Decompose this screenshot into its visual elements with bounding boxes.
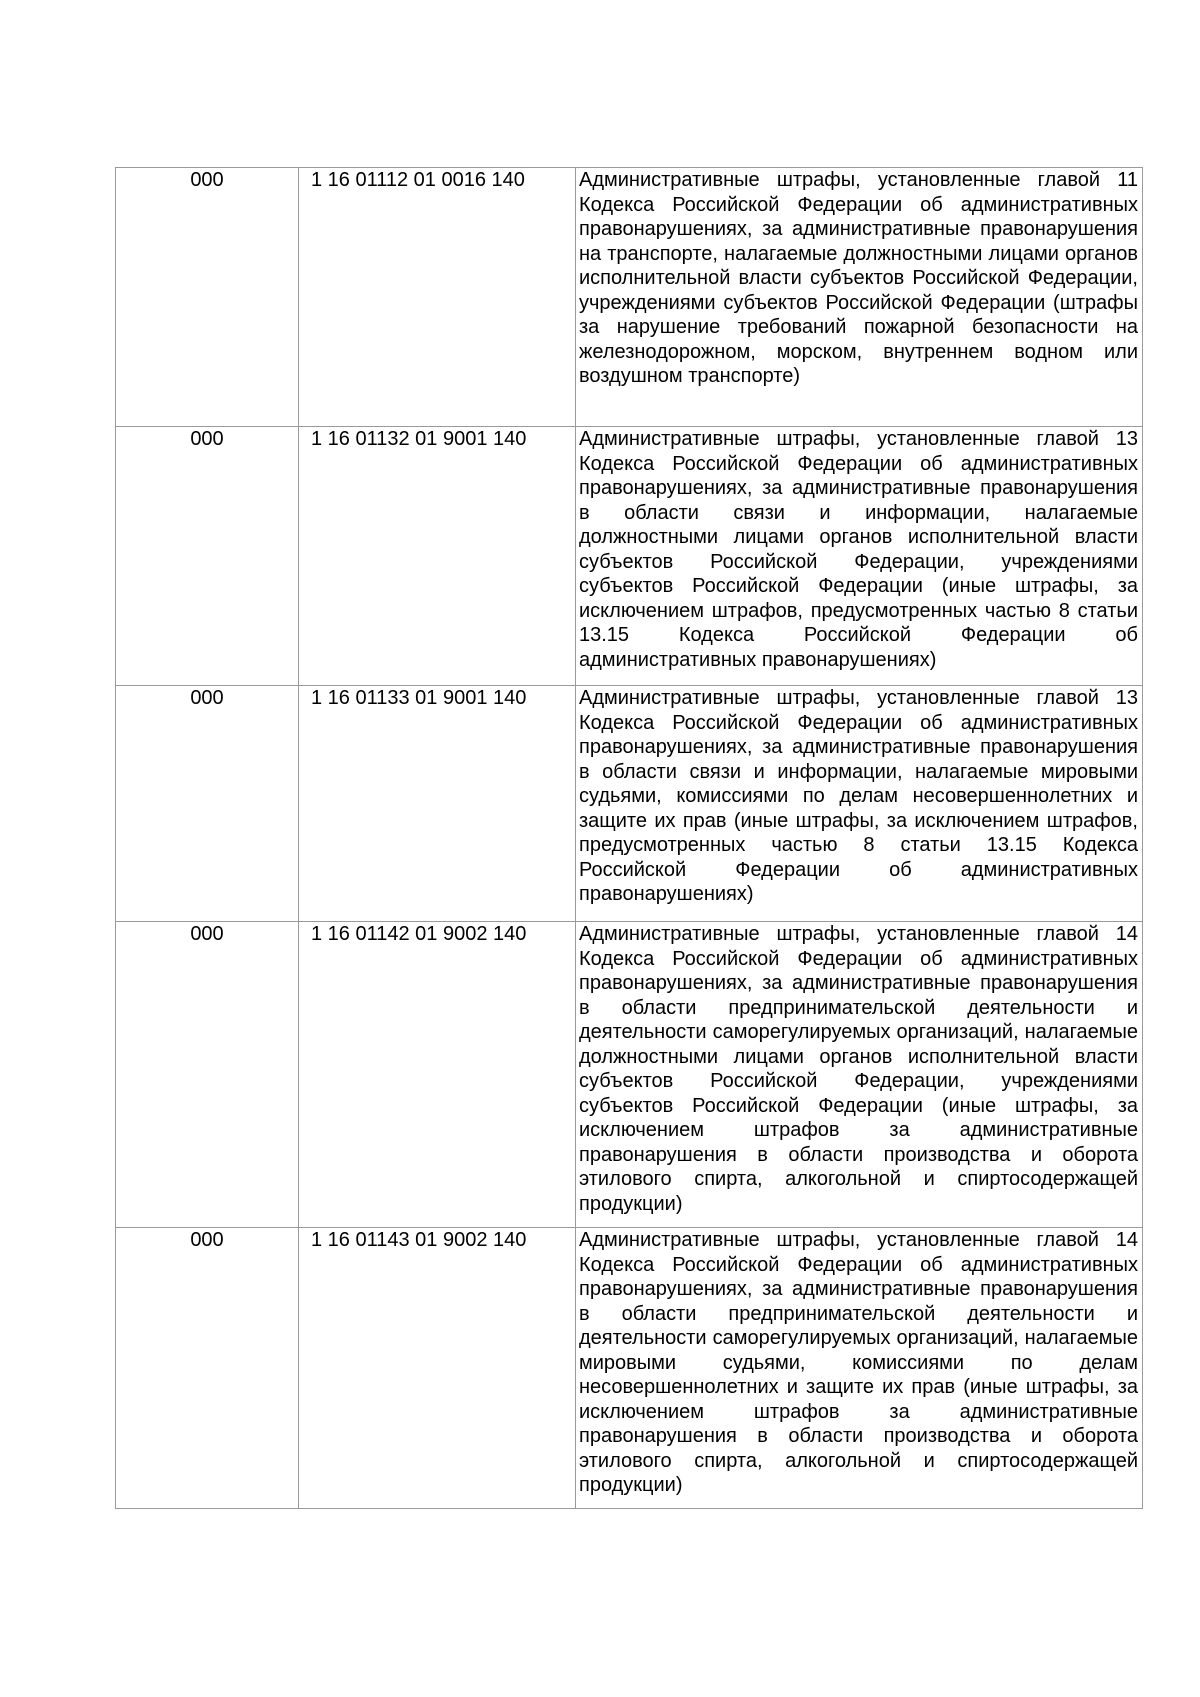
description-cell bbox=[576, 922, 1143, 1228]
budget-codes-table bbox=[115, 167, 1143, 1509]
description-text: Административные штрафы, установленные главой 13 Кодекса Российской Федерации об административных правонарушениях, за административные правонарушения в области связи и информации, налагаемые должностными лицами органов исполнительной власти субъектов Российской Федерации, учреждениями субъектов Российской Федерации (иные штрафы, за исключением штрафов, предусмотренных частью 8 статьи 13.15 Кодекса Российской Федерации об административных правонарушениях) bbox=[579, 428, 1138, 671]
budget-code: 1 16 01143 01 9002 140 bbox=[311, 1229, 527, 1251]
budget-code: 1 16 01112 01 0016 140 bbox=[311, 169, 525, 191]
admin-code-cell bbox=[116, 1228, 299, 1509]
budget-code: 1 16 01133 01 9001 140 bbox=[311, 687, 527, 709]
budget-code-cell bbox=[299, 1228, 576, 1509]
table-row bbox=[116, 922, 1143, 1228]
admin-code-cell bbox=[116, 168, 299, 427]
description-text: Административные штрафы, установленные главой 13 Кодекса Российской Федерации об административных правонарушениях, за административные правонарушения в области связи и информации, налагаемые мировыми судьями, комиссиями по делам несовершеннолетних и защите их прав (иные штрафы, за исключением штрафов, предусмотренных частью 8 статьи 13.15 Кодекса Российской Федерации об административных правонарушениях) bbox=[579, 687, 1138, 905]
table-row bbox=[116, 1228, 1143, 1509]
description-cell bbox=[576, 427, 1143, 686]
table-row bbox=[116, 686, 1143, 922]
description-text: Административные штрафы, установленные главой 14 Кодекса Российской Федерации об административных правонарушениях, за административные правонарушения в области предпринимательской деятельности и деятельности саморегулируемых организаций, налагаемые должностными лицами органов исполнительной власти субъектов Российской Федерации, учреждениями субъектов Российской Федерации (иные штрафы, за исключением штрафов за административные правонарушения в области производства и оборота этилового спирта, алкогольной и спиртосодержащей продукции) bbox=[579, 923, 1138, 1215]
admin-code: 000 bbox=[190, 687, 224, 709]
budget-code: 1 16 01142 01 9002 140 bbox=[311, 923, 527, 945]
admin-code-cell bbox=[116, 686, 299, 922]
budget-code-cell bbox=[299, 427, 576, 686]
budget-code-cell bbox=[299, 168, 576, 427]
description-cell bbox=[576, 1228, 1143, 1509]
description-cell bbox=[576, 686, 1143, 922]
admin-code: 000 bbox=[190, 923, 224, 945]
admin-code: 000 bbox=[190, 428, 224, 450]
table-row bbox=[116, 168, 1143, 427]
budget-code-cell bbox=[299, 922, 576, 1228]
budget-code-cell bbox=[299, 686, 576, 922]
description-text: Административные штрафы, установленные главой 11 Кодекса Российской Федерации об административных правонарушениях, за административные правонарушения на транспорте, налагаемые должностными лицами органов исполнительной власти субъектов Российской Федерации, учреждениями субъектов Российской Федерации (штрафы за нарушение требований пожарной безопасности на железнодорожном, морском, внутреннем водном или воздушном транспорте) bbox=[579, 169, 1138, 387]
admin-code: 000 bbox=[190, 169, 224, 191]
description-cell bbox=[576, 168, 1143, 427]
description-text: Административные штрафы, установленные главой 14 Кодекса Российской Федерации об административных правонарушениях, за административные правонарушения в области предпринимательской деятельности и деятельности саморегулируемых организаций, налагаемые мировыми судьями, комиссиями по делам несовершеннолетних и защите их прав (иные штрафы, за исключением штрафов за административные правонарушения в области производства и оборота этилового спирта, алкогольной и спиртосодержащей продукции) bbox=[579, 1229, 1138, 1496]
admin-code: 000 bbox=[190, 1229, 224, 1251]
admin-code-cell bbox=[116, 922, 299, 1228]
table-row bbox=[116, 427, 1143, 686]
budget-code: 1 16 01132 01 9001 140 bbox=[311, 428, 527, 450]
admin-code-cell bbox=[116, 427, 299, 686]
